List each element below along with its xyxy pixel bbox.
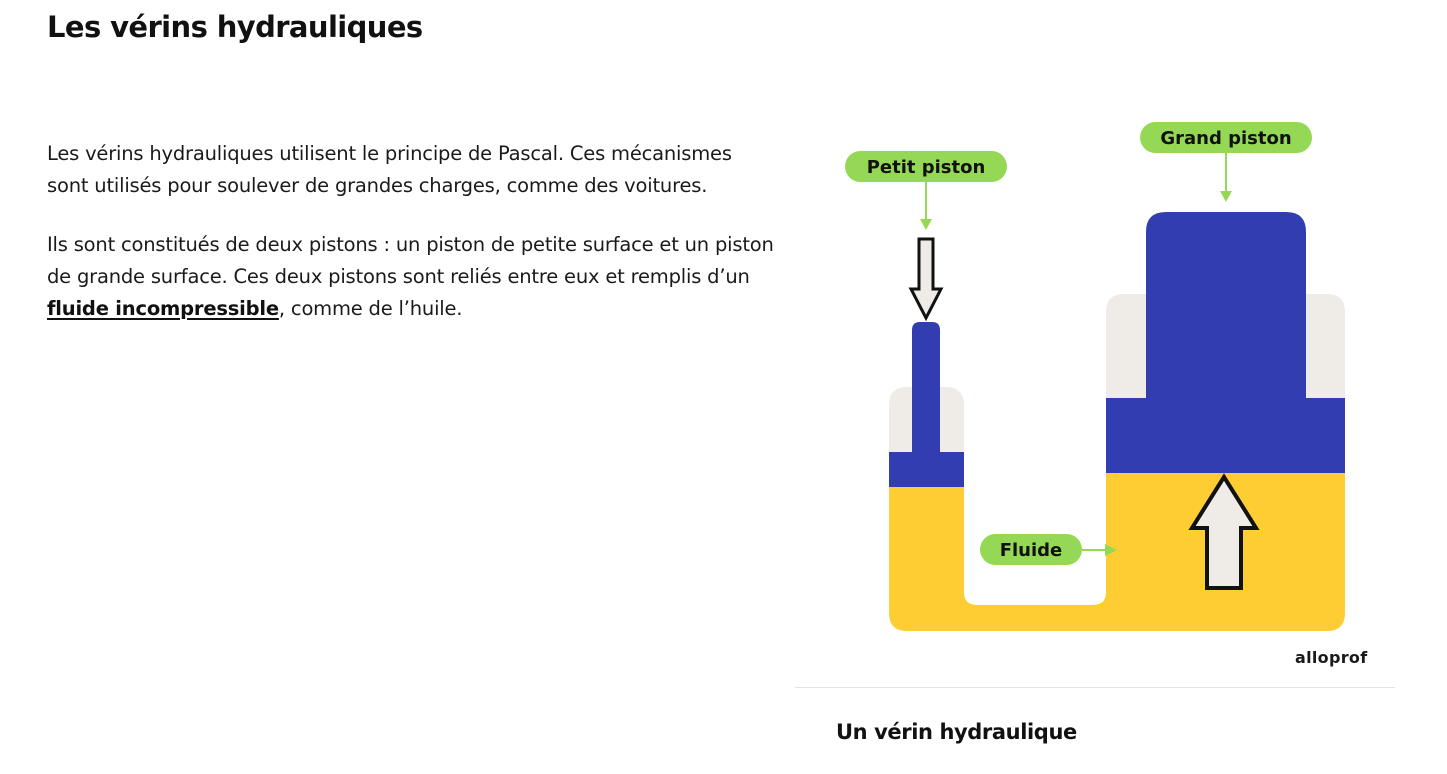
fluide-incompressible-link[interactable]: fluide incompressible [47,297,279,320]
page-title: Les vérins hydrauliques [47,10,423,44]
small-piston-rod [912,322,940,452]
down-force-arrow-icon [911,239,941,318]
large-piston-body [1146,212,1306,398]
paragraph-pascal-principle: Les vérins hydrauliques utilisent le principe de Pascal. Ces mécanismes sont utilisés pour soulever de grandes charges, comme des voitures. [47,142,732,197]
large-piston-plate [1106,398,1345,473]
small-piston-plate [889,452,964,487]
fluid-body [889,472,1345,631]
article-body [47,138,777,352]
small-piston-pointer-head [920,219,932,230]
paragraph-pistons-text: Ils sont constitués de deux pistons : un piston de petite surface et un piston de grande surface. Ces deux pistons sont reliés entre eux et remplis d’un [47,233,774,288]
hydraulic-jack-figure [795,105,1395,774]
hydraulic-jack-diagram [795,105,1395,665]
small-piston-label: Petit piston [866,157,986,178]
figure-caption: Un vérin hydraulique [836,720,1077,744]
paragraph-pistons-text-end: , comme de l’huile. [278,297,463,320]
caption-divider [795,687,1395,688]
large-piston-label: Grand piston [1160,128,1292,149]
fluid-label: Fluide [999,540,1063,561]
alloprof-logo: alloprof [1295,648,1368,667]
large-piston-pointer-head [1220,191,1232,202]
paragraph-pistons [47,229,777,325]
